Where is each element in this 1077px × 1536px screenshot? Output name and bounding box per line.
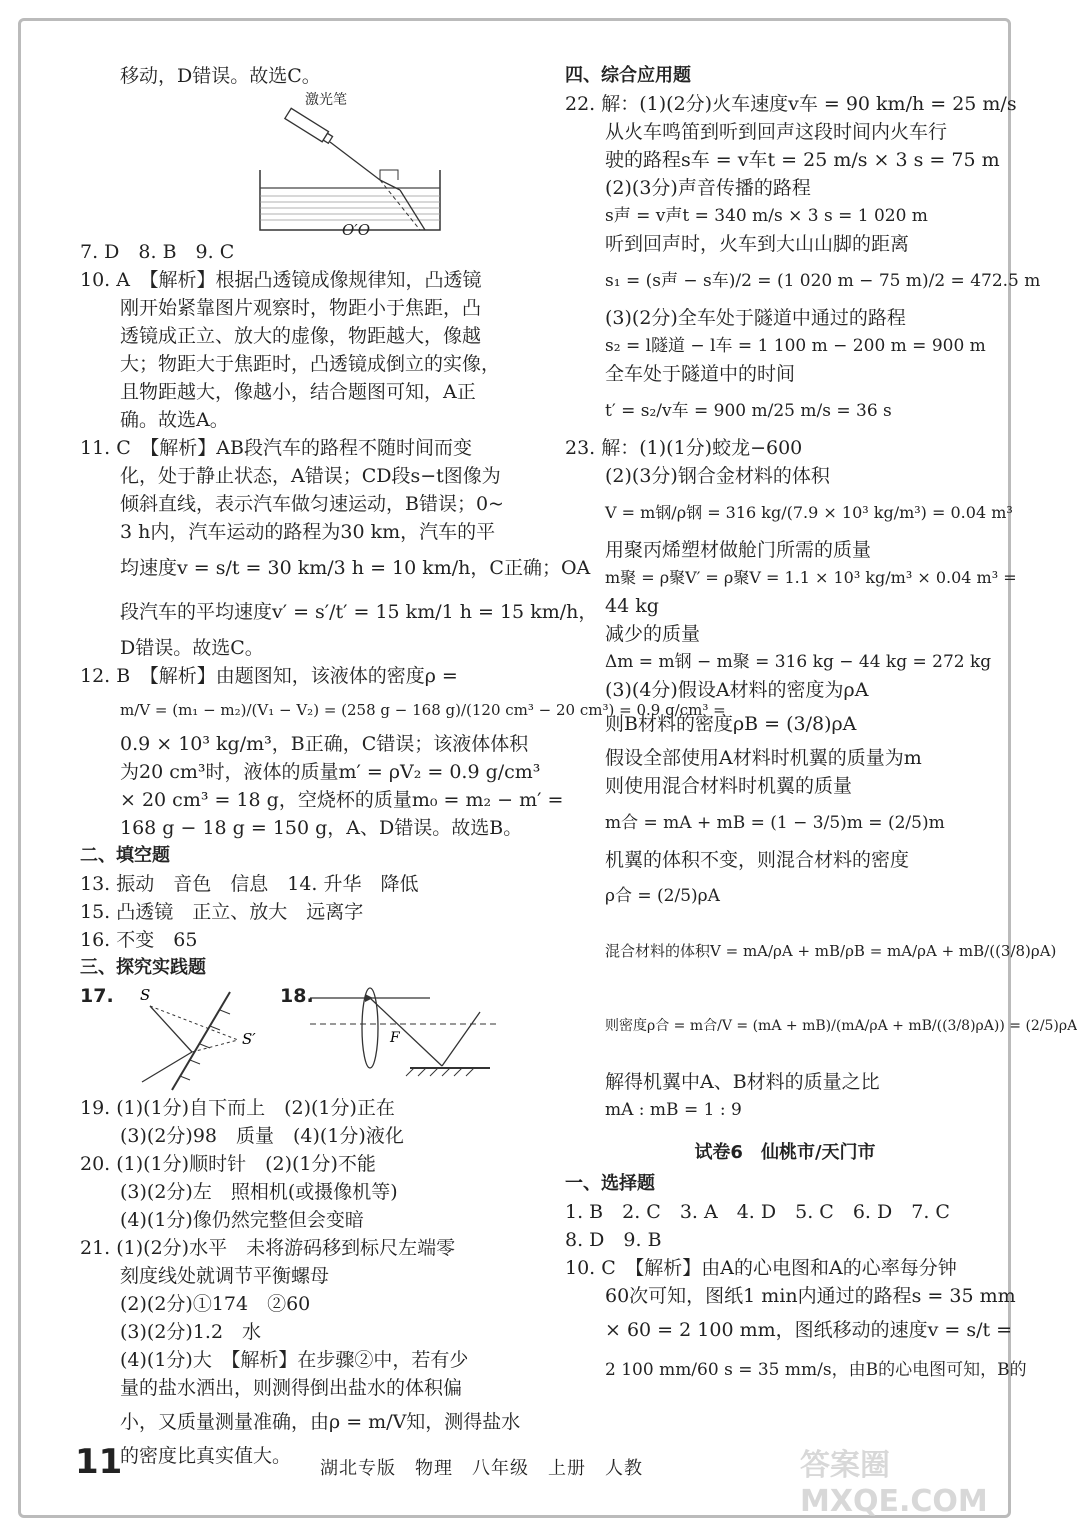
- text-line: 刻度线处就调节平衡螺母: [120, 1265, 330, 1287]
- text-line: 且物距越大，像越小，结合题图可知，A正: [120, 381, 476, 403]
- formula-line: t′ = s₂/v车 = 900 m/25 m/s = 36 s: [605, 401, 892, 421]
- paper-title: 试卷6 仙桃市/天门市: [694, 1142, 876, 1163]
- section-heading: 四、综合应用题: [565, 65, 691, 86]
- q17-number: 17.: [80, 985, 114, 1007]
- text-line: (3)(2分)98 质量 (4)(1分)液化: [120, 1125, 404, 1147]
- formula-line: 小，又质量测量准确，由ρ = m/V知，测得盐水: [120, 1411, 521, 1433]
- q18-number: 18.: [280, 985, 314, 1007]
- answer-line: 21. (1)(2分)水平 未将游码移到标尺左端零: [80, 1237, 456, 1259]
- text-line: (3)(2分)左 照相机(或摄像机等): [120, 1181, 398, 1203]
- text-line: 驶的路程s车 = v车t = 25 m/s × 3 s = 75 m: [605, 149, 1000, 171]
- formula-line: 段汽车的平均速度v′ = s′/t′ = 15 km/1 h = 15 km/h，: [120, 601, 598, 623]
- s-label: S: [140, 986, 151, 1004]
- text-line: (4)(1分)大 【解析】在步骤②中，若有少: [120, 1349, 469, 1371]
- text-line: 全车处于隧道中的时间: [605, 363, 796, 385]
- answer-line: 16. 不变 65: [80, 929, 198, 951]
- formula-line: ρ合 = (2/5)ρA: [605, 886, 720, 906]
- section-heading: 三、探究实践题: [80, 957, 206, 978]
- text-line: 0.9 × 10³ kg/m³，B正确，C错误；该液体体积: [120, 733, 529, 755]
- section-heading: 一、选择题: [565, 1173, 655, 1194]
- book-info: 湖北专版 物理 八年级 上册 人教: [320, 1458, 643, 1479]
- answer-line: 23. 解：(1)(1分)蛟龙−600: [565, 437, 803, 459]
- text-line: 假设全部使用A材料时机翼的质量为m: [605, 747, 922, 769]
- section-heading: 二、填空题: [80, 845, 170, 866]
- text-line: 解得机翼中A、B材料的质量之比: [605, 1071, 880, 1093]
- text-line: (2)(2分)①174 ②60: [120, 1293, 311, 1315]
- formula-line: m合 = mA + mB = (1 − 3/5)m = (2/5)m: [605, 813, 945, 833]
- formula-line: Δm = m钢 − m聚 = 316 kg − 44 kg = 272 kg: [605, 652, 992, 672]
- text-line: 44 kg: [605, 595, 659, 617]
- text-line: 168 g − 18 g = 150 g，A、D错误。故选B。: [120, 817, 523, 839]
- answer-line: 1. B 2. C 3. A 4. D 5. C 6. D 7. C: [565, 1201, 950, 1223]
- text-line: 用聚丙烯塑材做舱门所需的质量: [605, 539, 872, 561]
- text-line: 的密度比真实值大。: [120, 1445, 292, 1467]
- text-line: (4)(1分)像仍然完整但会变暗: [120, 1209, 364, 1231]
- s-prime-label: S′: [242, 1030, 256, 1048]
- text-line: (3)(2分)1.2 水: [120, 1321, 262, 1343]
- text-line: (2)(3分)钢合金材料的体积: [605, 465, 830, 487]
- refraction-diagram: [80, 90, 532, 238]
- answer-line: 7. D 8. B 9. C: [80, 241, 235, 263]
- text-line: 刚开始紧靠图片观察时，物距小于焦距，凸: [120, 297, 482, 319]
- answer-line: 13. 振动 音色 信息 14. 升华 降低: [80, 873, 419, 895]
- text-line: 60次可知，图纸1 min内通过的路程s = 35 mm: [605, 1285, 1016, 1307]
- right-column: [565, 62, 1077, 1390]
- lens-diagram: [310, 982, 510, 1094]
- text-line: 机翼的体积不变，则混合材料的密度: [605, 849, 910, 871]
- answer-line: 15. 凸透镜 正立、放大 远离字: [80, 901, 364, 923]
- answer-line: 20. (1)(1分)顺时针 (2)(1分)不能: [80, 1153, 376, 1175]
- text-line: 移动，D错误。故选C。: [120, 65, 321, 87]
- laser-pen-label: 激光笔: [305, 92, 347, 108]
- answer-line: 11. C 【解析】AB段汽车的路程不随时间而变: [80, 437, 472, 459]
- text-line: × 20 cm³ = 18 g，空烧杯的质量m₀ = m₂ − m′ =: [120, 789, 564, 811]
- answer-line: 8. D 9. B: [565, 1229, 662, 1251]
- text-line: (2)(3分)声音传播的路程: [605, 177, 811, 199]
- formula-line: mA : mB = 1 : 9: [605, 1100, 742, 1120]
- page-number: 11: [75, 1442, 123, 1482]
- formula-line: 混合材料的体积V = mA/ρA + mB/ρB = mA/ρA + mB/((3/8)ρA): [605, 942, 1057, 960]
- text-line: 透镜成正立、放大的虚像，物距越大，像越: [120, 325, 482, 347]
- answer-line: 12. B 【解析】由题图知，该液体的密度ρ =: [80, 665, 458, 687]
- answer-line: 19. (1)(1分)自下而上 (2)(1分)正在: [80, 1097, 395, 1119]
- text-line: 听到回声时，火车到大山山脚的距离: [605, 233, 910, 255]
- mirror-diagram: [110, 982, 280, 1094]
- answer-line: 10. A 【解析】根据凸透镜成像规律知，凸透镜: [80, 269, 482, 291]
- text-line: (3)(2分)全车处于隧道中通过的路程: [605, 307, 906, 329]
- text-line: 量的盐水洒出，则测得倒出盐水的体积偏: [120, 1377, 463, 1399]
- text-line: 确。故选A。: [120, 409, 229, 431]
- text-line: 3 h内，汽车运动的路程为30 km，汽车的平: [120, 521, 496, 543]
- formula-line: 均速度v = s/t = 30 km/3 h = 10 km/h，C正确；OA: [120, 557, 591, 579]
- formula-line: × 60 = 2 100 mm，图纸移动的速度v = s/t =: [605, 1319, 1013, 1341]
- formula-line: s声 = v声t = 340 m/s × 3 s = 1 020 m: [605, 206, 928, 226]
- formula-line: s₂ = l隧道 − l车 = 1 100 m − 200 m = 900 m: [605, 336, 986, 356]
- o-points-label: O′O: [342, 221, 371, 239]
- laser-refraction-figure: [80, 90, 532, 238]
- text-line: (3)(4分)假设A材料的密度为ρA: [605, 679, 869, 701]
- text-line: 从火车鸣笛到听到回声这段时间内火车行: [605, 121, 948, 143]
- formula-line: 2 100 mm/60 s = 35 mm/s，由B的心电图可知，B的: [605, 1360, 1027, 1380]
- optics-figures: [80, 982, 532, 1094]
- formula-line: V = m钢/ρ钢 = 316 kg/(7.9 × 10³ kg/m³) = 0.04 m³: [605, 503, 1013, 522]
- text-line: 为20 cm³时，液体的质量m′ = ρV₂ = 0.9 g/cm³: [120, 761, 541, 783]
- formula-line: 则密度ρ合 = m合/V = (mA + mB)/(mA/ρA + mB/((3/8)ρA)) = (2/5)ρA: [605, 1018, 1077, 1034]
- f-label: F: [390, 1030, 400, 1046]
- answer-line: 22. 解：(1)(2分)火车速度v车 = 90 km/h = 25 m/s: [565, 93, 1017, 115]
- text-line: 倾斜直线，表示汽车做匀速运动，B错误；0~: [120, 493, 504, 515]
- text-line: 化，处于静止状态，A错误；CD段s−t图像为: [120, 465, 501, 487]
- text-line: D错误。故选C。: [120, 637, 264, 659]
- text-line: 大；物距大于焦距时，凸透镜成倒立的实像，: [120, 353, 501, 375]
- watermark-logo: 答案圈 MXQE.COM: [800, 1448, 988, 1519]
- formula-line: m聚 = ρ聚V′ = ρ聚V = 1.1 × 10³ kg/m³ × 0.04 m³ =: [605, 568, 1017, 587]
- formula-line: s₁ = (s声 − s车)/2 = (1 020 m − 75 m)/2 = 472.5 m: [605, 271, 1041, 291]
- text-line: 则使用混合材料时机翼的质量: [605, 775, 853, 797]
- formula-line: m/V = (m₁ − m₂)/(V₁ − V₂) = (258 g − 168 g)/(120 cm³ − 20 cm³) = 0.9 g/cm³ =: [120, 701, 726, 719]
- text-line: 减少的质量: [605, 623, 701, 645]
- formula-line: 则B材料的密度ρB = (3/8)ρA: [605, 713, 857, 735]
- answer-line: 10. C 【解析】由A的心电图和A的心率每分钟: [565, 1257, 957, 1279]
